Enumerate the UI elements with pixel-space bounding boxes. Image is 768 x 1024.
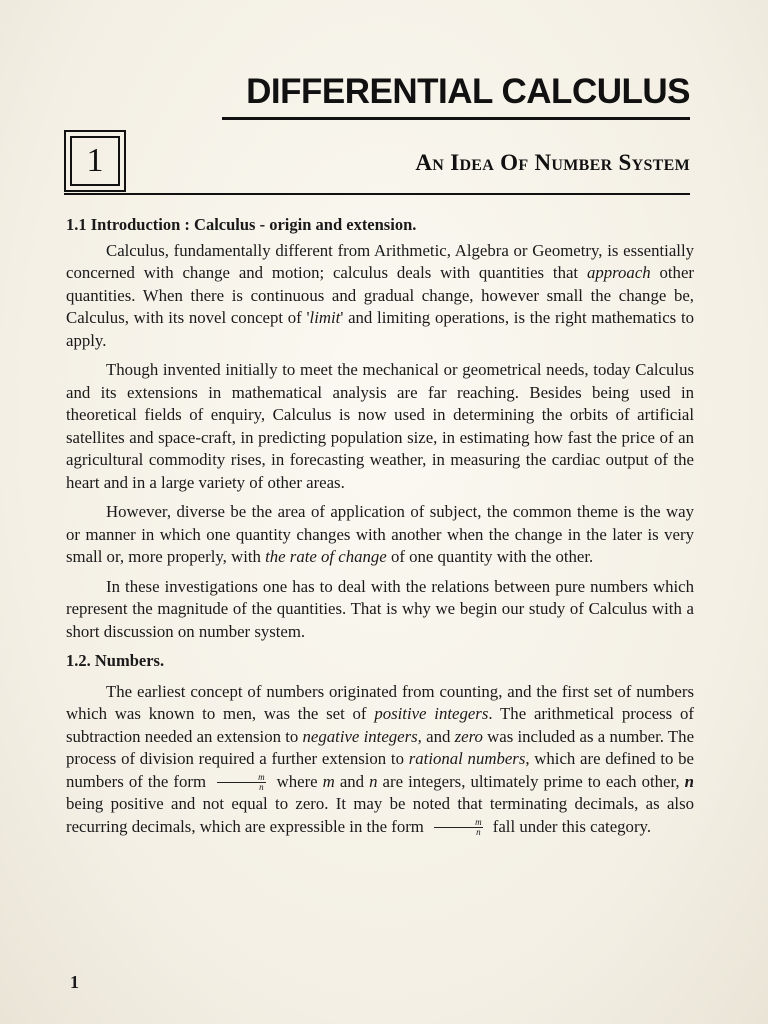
fraction-denominator: n bbox=[259, 782, 264, 793]
fraction-denominator: n bbox=[476, 827, 481, 838]
fraction-m-over-n bbox=[434, 818, 483, 837]
book-title: DIFFERENTIAL CALCULUS bbox=[246, 72, 690, 111]
body-text bbox=[66, 214, 694, 845]
chapter-number-box bbox=[64, 130, 126, 192]
emphasis: positive integers bbox=[374, 704, 489, 723]
emphasis: negative integers, bbox=[302, 726, 422, 746]
title-underline bbox=[222, 117, 690, 120]
text-run: Calculus, fundamentally different from Arithmetic, Algebra or Geometry, is essentially concerned with change and motion; calculus deals with quantities that bbox=[66, 240, 694, 282]
chapter-rule bbox=[64, 193, 690, 195]
variable: m bbox=[322, 771, 335, 791]
text-run: and bbox=[421, 726, 455, 746]
fraction-numerator: m bbox=[434, 818, 483, 828]
paragraph bbox=[66, 681, 694, 839]
paragraph: In these investigations one has to deal with the relations between pure numbers which represent the magnitude of the quantities. That is why we begin our study of Calculus with a short discussion on number system. bbox=[66, 576, 694, 641]
text-run: was included as a number. The process of division required a further extension to bbox=[66, 726, 695, 768]
paragraph bbox=[66, 501, 694, 569]
emphasis: rational numbers bbox=[408, 749, 526, 768]
emphasis: approach bbox=[586, 263, 651, 282]
text-run: fall under this category. bbox=[488, 816, 652, 836]
text-run: ' and limiting operations, is the right mathematics to apply. bbox=[66, 308, 694, 350]
chapter-title: An Idea Of Number System bbox=[415, 150, 690, 175]
text-run: being positive and not equal to zero. It may be noted that terminating decimals, as also recurring decimals, which are expressible in the form bbox=[66, 794, 694, 836]
emphasis: the rate of change bbox=[265, 547, 387, 566]
emphasis: zero bbox=[454, 726, 483, 746]
text-run: where bbox=[271, 771, 323, 791]
section-heading-1-2: 1.2. Numbers. bbox=[66, 651, 165, 670]
chapter-number: 1 bbox=[70, 136, 120, 186]
paragraph bbox=[66, 240, 694, 353]
text-run: of one quantity with the other. bbox=[386, 547, 594, 566]
text-run: . The arithmetical process of subtraction needed an extension to bbox=[66, 704, 694, 746]
variable: n bbox=[684, 771, 694, 791]
text-run: are integers, ultimately prime to each other, bbox=[377, 771, 685, 791]
emphasis: limit bbox=[309, 308, 341, 327]
text-run: , which are defined to be numbers of the form bbox=[66, 749, 694, 791]
text-run: However, diverse be the area of application of subject, the common theme is the way or manner in which one quantity changes with another when the change in the later is very small or, more properly, with bbox=[66, 502, 694, 566]
paragraph: Though invented initially to meet the mechanical or geometrical needs, today Calculus and its extensions in mathematical analysis are far reaching. Besides being used in theoretical fields of enquiry, Calculus is now used in determining the orbits of artificial satellites and space-craft, in predicting population size, in estimating how fast the price of an agricultural commodity rises, in forecasting weather, in measuring the cardiac output of the heart and in a large variety of other areas. bbox=[66, 360, 694, 492]
text-run: other quantities. When there is continuous and gradual change, however small the change be, Calculus, with its novel concept of ' bbox=[66, 263, 694, 327]
page-number: 1 bbox=[70, 972, 79, 992]
text-run: and bbox=[334, 771, 370, 791]
fraction-numerator: m bbox=[217, 773, 266, 783]
fraction-m-over-n bbox=[217, 773, 266, 792]
variable: n bbox=[369, 771, 378, 791]
text-run: The earliest concept of numbers originated from counting, and the first set of numbers which was known to men, was the set of bbox=[66, 681, 694, 723]
section-heading-1-1: 1.1 Introduction : Calculus - origin and extension. bbox=[66, 215, 417, 234]
